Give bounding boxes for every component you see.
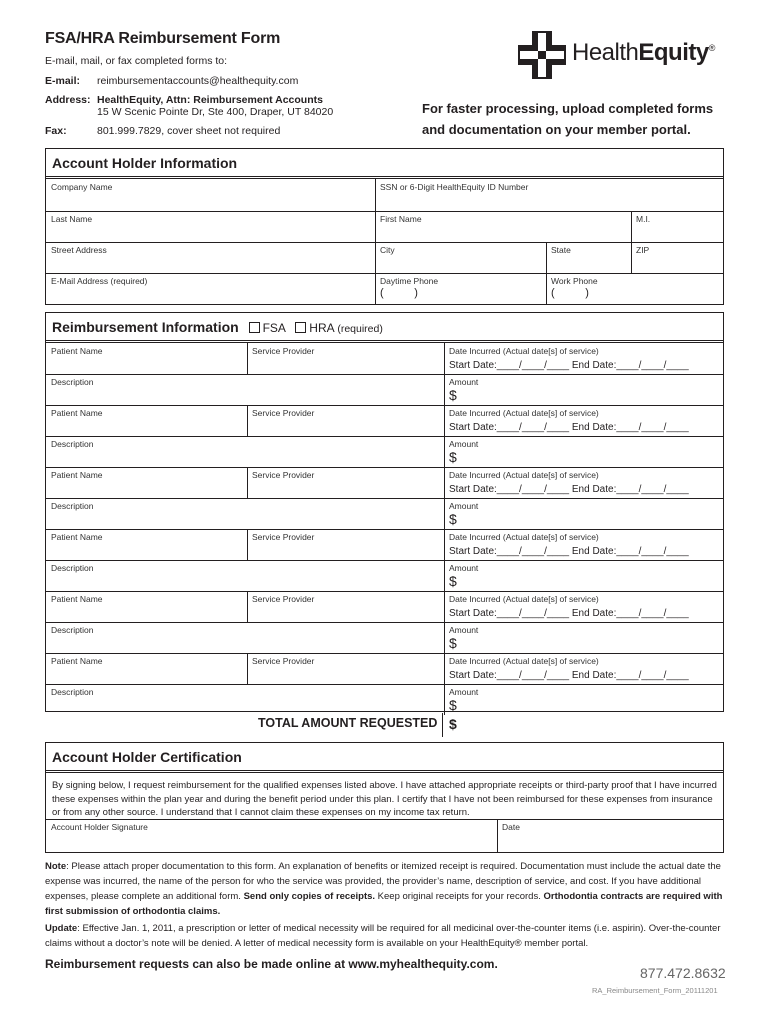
section-title: Account Holder Information [52, 155, 238, 171]
service-provider-field[interactable] [247, 405, 444, 436]
patient-name-field[interactable] [46, 405, 247, 436]
patient-name-label: Patient Name [51, 470, 103, 480]
certification-text: By signing below, I request reimbursement for the qualified expenses listed above. I have attached appropriate receipts or third-party proof that I have incurred these expenses within the plan year and during the benefit period under this plan. I certify that I have not been reimbursed for these expenses from insurance or from any other source. I understand that I cannot claim these expenses on my income tax return. [52, 780, 717, 818]
email-row [45, 75, 298, 87]
form-code: RA_Reimbursement_Form_20111201 [592, 986, 718, 995]
patient-name-label: Patient Name [51, 532, 103, 542]
portal-line1: For faster processing, upload completed forms [422, 101, 714, 116]
company-name-label: Company Name [51, 182, 113, 192]
date-incurred-label: Date Incurred (Actual date[s] of service) [449, 408, 599, 418]
service-provider-label: Service Provider [252, 594, 315, 604]
reimbursement-title: Reimbursement Information [52, 319, 239, 335]
logo-registered: ® [708, 43, 715, 53]
reimbursement-section [45, 312, 724, 712]
date-incurred-label: Date Incurred (Actual date[s] of service) [449, 532, 599, 542]
amount-field[interactable] [444, 498, 723, 529]
amount-field[interactable] [444, 374, 723, 405]
ssn-field[interactable] [375, 179, 723, 211]
note-paragraph [45, 859, 725, 919]
logo-bold-text: Equity [638, 39, 709, 66]
amount-label: Amount [449, 377, 479, 387]
amount-field[interactable] [444, 436, 723, 467]
amount-label: Amount [449, 625, 479, 635]
service-provider-field[interactable] [247, 343, 444, 374]
patient-name-label: Patient Name [51, 594, 103, 604]
claim-row [46, 591, 723, 653]
email-label: E-mail: [45, 75, 81, 87]
claim-row [46, 653, 723, 715]
hra-label: HRA [309, 321, 334, 335]
signature-label: Account Holder Signature [51, 822, 148, 832]
work-phone-label: Work Phone [551, 276, 598, 286]
mi-field[interactable] [631, 211, 723, 242]
date-range-blanks: Start Date:____/____/____ End Date:____/____/____ [449, 422, 689, 433]
update-text: : Effective Jan. 1, 2011, a prescription or letter of medical necessity will be required for all medicinal over-the-counter items (i.e. aspirin). Over-the-counter claims without a doctor’s note will be denied. A letter of medical necessity form is available on your HealthEquity® member portal. [45, 923, 721, 949]
dollar-sign: $ [449, 697, 457, 713]
patient-name-field[interactable] [46, 529, 247, 560]
service-provider-label: Service Provider [252, 532, 315, 542]
form-title: FSA/HRA Reimbursement Form [45, 30, 281, 47]
fsa-checkbox[interactable] [249, 322, 260, 333]
description-label: Description [51, 501, 94, 511]
portal-note [422, 98, 742, 140]
certification-section [45, 742, 724, 853]
note-text: : Please attach proper documentation to this form. An explanation of benefits or itemized receipt is required. Documentation must include the actual date the expense was incurred, the name of the person for who the service was provided, the provider’s name, description of service, and cost. If you have additional expenses, please complete an additional form. [45, 861, 721, 902]
date-incurred-field[interactable] [444, 653, 723, 684]
address-line2: 15 W Scenic Pointe Dr, Ste 400, Draper, UT 84020 [97, 106, 334, 118]
fax-value: 801.999.7829, cover sheet not required [97, 125, 281, 137]
description-field[interactable] [46, 684, 444, 715]
phone-number: 877.472.8632 [640, 965, 726, 981]
section-header [46, 149, 723, 179]
date-incurred-field[interactable] [444, 529, 723, 560]
mi-label: M.I. [636, 214, 651, 224]
patient-name-field[interactable] [46, 343, 247, 374]
description-label: Description [51, 439, 94, 449]
patient-name-field[interactable] [46, 467, 247, 498]
email-address-field[interactable] [46, 273, 375, 304]
amount-field[interactable] [444, 622, 723, 653]
amount-label: Amount [449, 439, 479, 449]
work-phone-field[interactable] [546, 273, 723, 304]
dollar-sign: $ [449, 511, 457, 527]
service-provider-field[interactable] [247, 529, 444, 560]
state-label: State [551, 245, 571, 255]
description-field[interactable] [46, 436, 444, 467]
patient-name-label: Patient Name [51, 408, 103, 418]
service-provider-field[interactable] [247, 591, 444, 622]
address-label: Address: [45, 94, 91, 106]
email-value: reimbursementaccounts@healthequity.com [97, 75, 299, 87]
street-address-field[interactable] [46, 242, 375, 273]
section-header [46, 313, 723, 343]
service-provider-label: Service Provider [252, 470, 315, 480]
amount-label: Amount [449, 501, 479, 511]
note-bold-copies: Send only copies of receipts. [243, 891, 376, 902]
description-field[interactable] [46, 498, 444, 529]
date-incurred-label: Date Incurred (Actual date[s] of service) [449, 470, 599, 480]
patient-name-field[interactable] [46, 653, 247, 684]
city-field[interactable] [375, 242, 546, 273]
ssn-label: SSN or 6-Digit HealthEquity ID Number [380, 182, 529, 192]
work-phone-parens: ( ) [551, 287, 589, 299]
first-name-label: First Name [380, 214, 422, 224]
description-label: Description [51, 563, 94, 573]
service-provider-label: Service Provider [252, 346, 315, 356]
section-title: Account Holder Certification [52, 749, 242, 765]
total-divider [442, 713, 443, 737]
last-name-field[interactable] [46, 211, 375, 242]
date-range-blanks: Start Date:____/____/____ End Date:____/____/____ [449, 360, 689, 371]
note-text-2: Keep original receipts for your records. [375, 891, 544, 902]
description-label: Description [51, 377, 94, 387]
description-label: Description [51, 687, 94, 697]
daytime-phone-label: Daytime Phone [380, 276, 439, 286]
company-name-field[interactable] [46, 179, 375, 211]
address-row [45, 94, 333, 118]
city-label: City [380, 245, 395, 255]
dollar-sign: $ [449, 635, 457, 651]
cross-logo-icon [518, 31, 566, 79]
section-title [52, 319, 383, 335]
fsa-label: FSA [262, 321, 286, 335]
online-request-note: Reimbursement requests can also be made online at www.myhealthequity.com. [45, 957, 498, 971]
required-label: (required) [337, 323, 383, 335]
patient-name-field[interactable] [46, 591, 247, 622]
last-name-label: Last Name [51, 214, 93, 224]
intro-text: E-mail, mail, or fax completed forms to: [45, 55, 228, 67]
daytime-phone-field[interactable] [375, 273, 546, 304]
date-label: Date [502, 822, 520, 832]
total-amount-field[interactable]: $ [449, 716, 457, 732]
date-range-blanks: Start Date:____/____/____ End Date:____/____/____ [449, 546, 689, 557]
total-amount-label: TOTAL AMOUNT REQUESTED [258, 716, 438, 730]
date-incurred-field[interactable] [444, 405, 723, 436]
street-label: Street Address [51, 245, 107, 255]
signature-date-field[interactable] [497, 819, 723, 852]
description-label: Description [51, 625, 94, 635]
service-provider-label: Service Provider [252, 408, 315, 418]
update-label: Update [45, 923, 78, 934]
note-label: Note [45, 861, 67, 872]
description-field[interactable] [46, 560, 444, 591]
date-range-blanks: Start Date:____/____/____ End Date:____/____/____ [449, 484, 689, 495]
fax-label: Fax: [45, 125, 67, 137]
description-field[interactable] [46, 374, 444, 405]
note-bold-orthodontia: Orthodontia contracts are required with first submission of orthodontia claims. [45, 891, 723, 917]
portal-line2: and documentation on your member portal. [422, 122, 691, 137]
amount-field[interactable] [444, 684, 723, 715]
state-field[interactable] [546, 242, 631, 273]
signature-field[interactable] [46, 819, 497, 852]
amount-label: Amount [449, 687, 479, 697]
claim-row [46, 467, 723, 529]
date-incurred-label: Date Incurred (Actual date[s] of service) [449, 594, 599, 604]
zip-field[interactable] [631, 242, 723, 273]
fax-row [45, 125, 280, 137]
amount-field[interactable] [444, 560, 723, 591]
address-line1: HealthEquity, Attn: Reimbursement Accounts [97, 94, 323, 106]
zip-label: ZIP [636, 245, 650, 255]
dollar-sign: $ [449, 449, 457, 465]
date-incurred-field[interactable] [444, 591, 723, 622]
claim-row [46, 529, 723, 591]
dollar-sign: $ [449, 573, 457, 589]
dollar-sign: $ [449, 387, 457, 403]
plan-type-options [249, 321, 383, 335]
claim-row [46, 343, 723, 405]
email-address-label: E-Mail Address (required) [51, 276, 148, 286]
update-paragraph [45, 921, 725, 951]
service-provider-field[interactable] [247, 467, 444, 498]
service-provider-field[interactable] [247, 653, 444, 684]
date-incurred-field[interactable] [444, 343, 723, 374]
date-range-blanks: Start Date:____/____/____ End Date:____/____/____ [449, 670, 689, 681]
service-provider-label: Service Provider [252, 656, 315, 666]
date-range-blanks: Start Date:____/____/____ End Date:____/____/____ [449, 608, 689, 619]
date-incurred-label: Date Incurred (Actual date[s] of service) [449, 656, 599, 666]
hra-checkbox[interactable] [295, 322, 306, 333]
description-field[interactable] [46, 622, 444, 653]
claim-row [46, 405, 723, 467]
patient-name-label: Patient Name [51, 346, 103, 356]
amount-label: Amount [449, 563, 479, 573]
account-holder-section [45, 148, 724, 305]
date-incurred-field[interactable] [444, 467, 723, 498]
logo-regular-text: Health [572, 39, 639, 66]
healthequity-logo [518, 31, 728, 79]
daytime-phone-parens: ( ) [380, 287, 418, 299]
date-incurred-label: Date Incurred (Actual date[s] of service) [449, 346, 599, 356]
section-header [46, 743, 723, 773]
patient-name-label: Patient Name [51, 656, 103, 666]
first-name-field[interactable] [375, 211, 631, 242]
